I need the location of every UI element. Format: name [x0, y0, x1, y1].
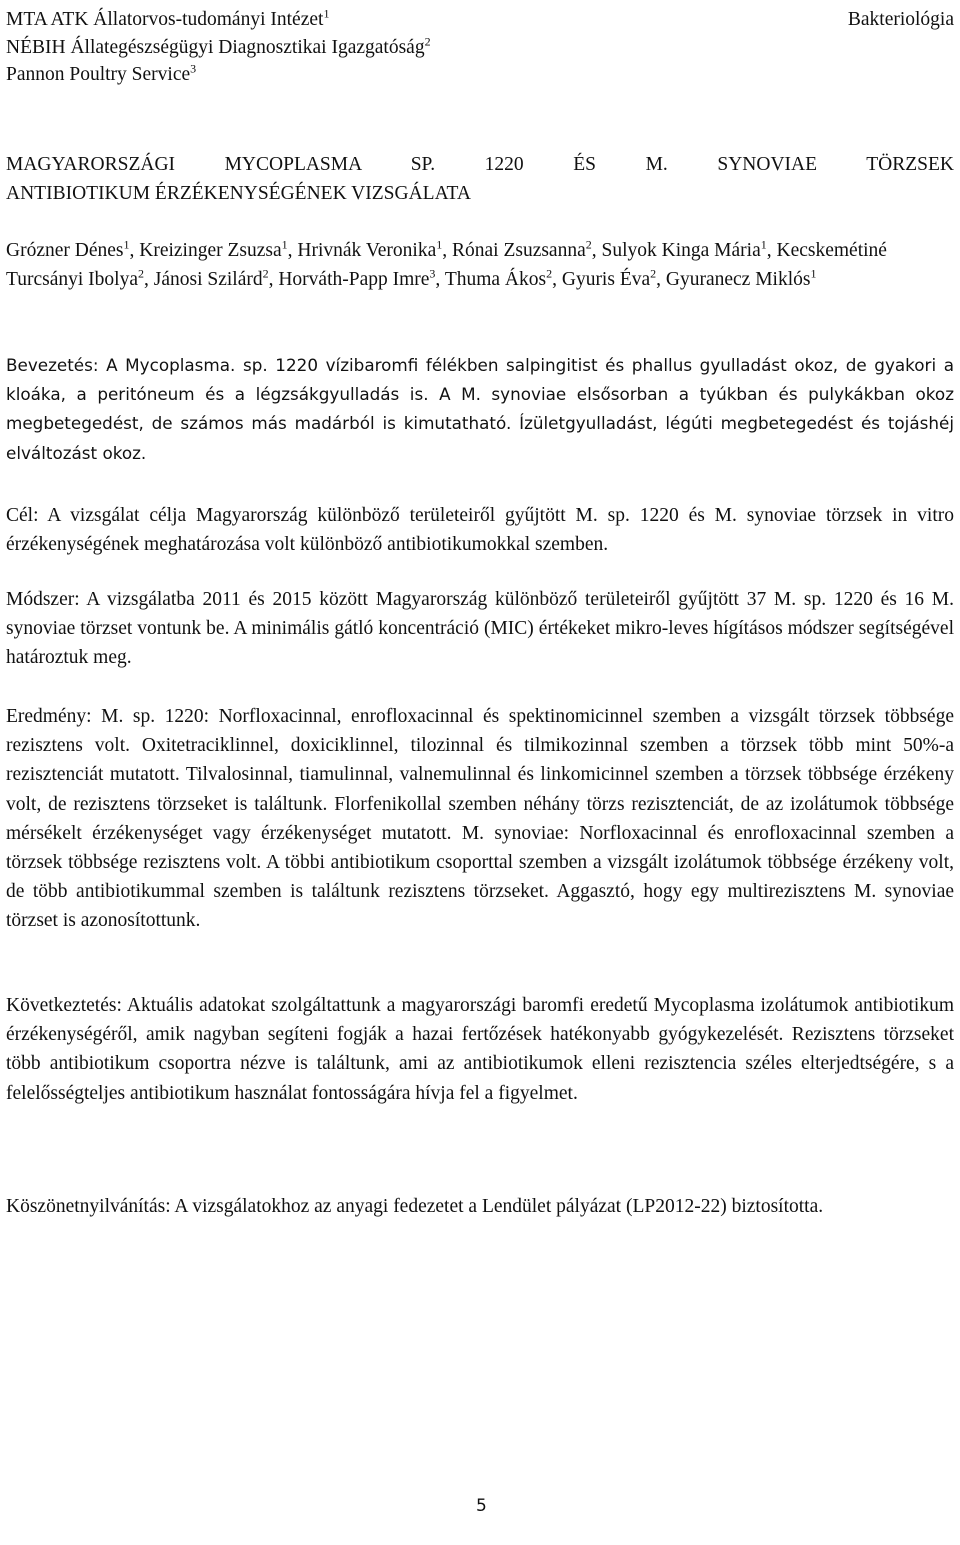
institution-3 [6, 61, 954, 89]
author-affiliation-index: 1 [281, 237, 288, 252]
author-affiliation-index: 2 [262, 266, 269, 281]
author-name: Hrivnák Veronika [297, 240, 437, 261]
author-name: Thuma Ákos [444, 269, 547, 290]
author-affiliation-index: 2 [650, 266, 657, 281]
institution-1-index: 1 [323, 6, 330, 21]
section-label: Bakteriológia [847, 9, 954, 30]
page-header [6, 6, 954, 89]
author-affiliation-index: 1 [810, 266, 817, 281]
acknowledgement-paragraph: Köszönetnyilvánítás: A vizsgálatokhoz az anyagi fedezetet a Lendület pályázat (LP2012-22) biztosította. [6, 1196, 824, 1217]
author-name: Sulyok Kinga Mária [601, 240, 761, 261]
intro-text: Bevezetés: A Mycoplasma. sp. 1220 vízibaromfi félékben salpingitist és phallus gyulladást okoz, de gyakori a kloáka, a peritóneum és a légzsákgyulladás is. A M. synoviae elsősorban a tyúkban és pulykákban okoz megbetegedést, de számos más madárból is kimutatható. Ízületgyulladást, légúti megbetegedést és tojáshéj elváltozást okoz. [6, 355, 954, 463]
institution-1-name: MTA ATK Állatorvos-tudományi Intézet [6, 9, 324, 30]
author-affiliation-index: 1 [760, 237, 767, 252]
author-name: Gyuris Éva [561, 269, 651, 290]
title-line-1: MAGYARORSZÁGI MYCOPLASMA SP. 1220 ÉS M. SYNOVIAE TÖRZSEK [6, 154, 954, 175]
author-name: Kecskemétiné Turcsányi Ibolya [6, 240, 887, 290]
institution-3-name: Pannon Poultry Service [6, 64, 191, 85]
author-name: Horváth-Papp Imre [278, 269, 430, 290]
author-affiliation-index: 2 [137, 266, 144, 281]
author-affiliation-index: 1 [123, 237, 130, 252]
institution-2-index: 2 [424, 34, 431, 48]
aim-paragraph: Cél: A vizsgálat célja Magyarország különböző területeiről gyűjtött M. sp. 1220 és M. synoviae törzsek in vitro érzékenységének meghatározása volt különböző antibiotikumokkal szemben. [6, 505, 954, 556]
method-paragraph: Módszer: A vizsgálatba 2011 és 2015 között Magyarország különböző területeiről gyűjtött 37 M. sp. 1220 és 16 M. synoviae törzset vontunk be. A minimális gátló koncentráció (MIC) értékeket mikro-leves hígításos módszer segítségével határoztuk meg. [6, 589, 954, 669]
conclusion-paragraph: Következtetés: Aktuális adatokat szolgáltattunk a magyarországi baromfi eredetű Mycoplasma izolátumok antibiotikum érzékenységéről, amik nagyban segíteni fogják a hazai fertőzések hatékonyabb gyógykezelését. Rezisztens törzseket több antibiotikum csoportra nézve is találtunk, ami az antibiotikumok elleni rezisztencia széles elterjedtségére, s a felelősségteljes antibiotikum használat fontosságára hívja fel a figyelmet. [6, 995, 954, 1104]
author-name: Kreizinger Zsuzsa [139, 240, 282, 261]
document-page [6, 0, 954, 1545]
intro-paragraph [6, 351, 954, 468]
article-title [6, 150, 954, 208]
author-affiliation-index: 2 [546, 266, 553, 281]
institution-1 [6, 6, 954, 34]
author-name: Rónai Zsuzsanna [451, 240, 586, 261]
institution-2-name: NÉBIH Állategészségügyi Diagnosztikai Igazgatóság [6, 36, 425, 58]
institution-2 [6, 34, 954, 62]
page-number: 5 [476, 1496, 487, 1516]
institution-3-index: 3 [190, 61, 197, 76]
author-list: Grózner Dénes$^1$, Kreizinger Zsuzsa$^1$, Hrivnák Veronika$^1$, Rónai Zsuzsanna$^2$, Sulyok Kinga Mária$^1$, Kecskemétiné Turcsányi Ibolya$^2$, Jánosi Szilárd$^2$, Horváth-Papp Imre$^3$, Thuma Ákos$^2$, Gyuris Éva$^2$, Gyuranecz Miklós$^1$ [6, 237, 887, 290]
title-line-2: ANTIBIOTIKUM ÉRZÉKENYSÉGÉNEK VIZSGÁLATA [6, 183, 471, 204]
author-name: Gyuranecz Miklós [665, 269, 811, 290]
author-affiliation-index: 1 [436, 237, 443, 252]
author-affiliation-index: 3 [429, 266, 436, 281]
author-affiliation-index: 2 [585, 237, 592, 252]
author-name: Jánosi Szilárd [153, 269, 263, 290]
result-paragraph: Eredmény: M. sp. 1220: Norfloxacinnal, enrofloxacinnal és spektinomicinnel szemben a vizsgált törzsek többsége rezisztens volt. Oxitetraciklinnel, doxiciklinnel, tilozinnal és tilmikozinnal szemben a törzsek több mint 50%-a rezisztenciát mutatott. Tilvalosinnal, tiamulinnal, valnemulinnal és linkomicinnel szemben a törzsek többsége érzékeny volt, de rezisztens törzseket is találtunk. Florfenikollal szemben néhány törzs rezisztenciát, de az izolátumok többsége mérsékelt érzékenységet vagy érzékenységet mutatott. M. synoviae: Norfloxacinnal és enrofloxacinnal szemben a törzsek többsége rezisztens volt. A többi antibiotikum csoporttal szemben a vizsgált izolátumok többsége érzékeny volt, de több antibiotikummal szemben is találtunk rezisztens törzseket. Aggasztó, hogy egy multirezisztens M. synoviae törzset is azonosítottunk. [6, 706, 954, 932]
author-name: Grózner Dénes [6, 240, 124, 261]
